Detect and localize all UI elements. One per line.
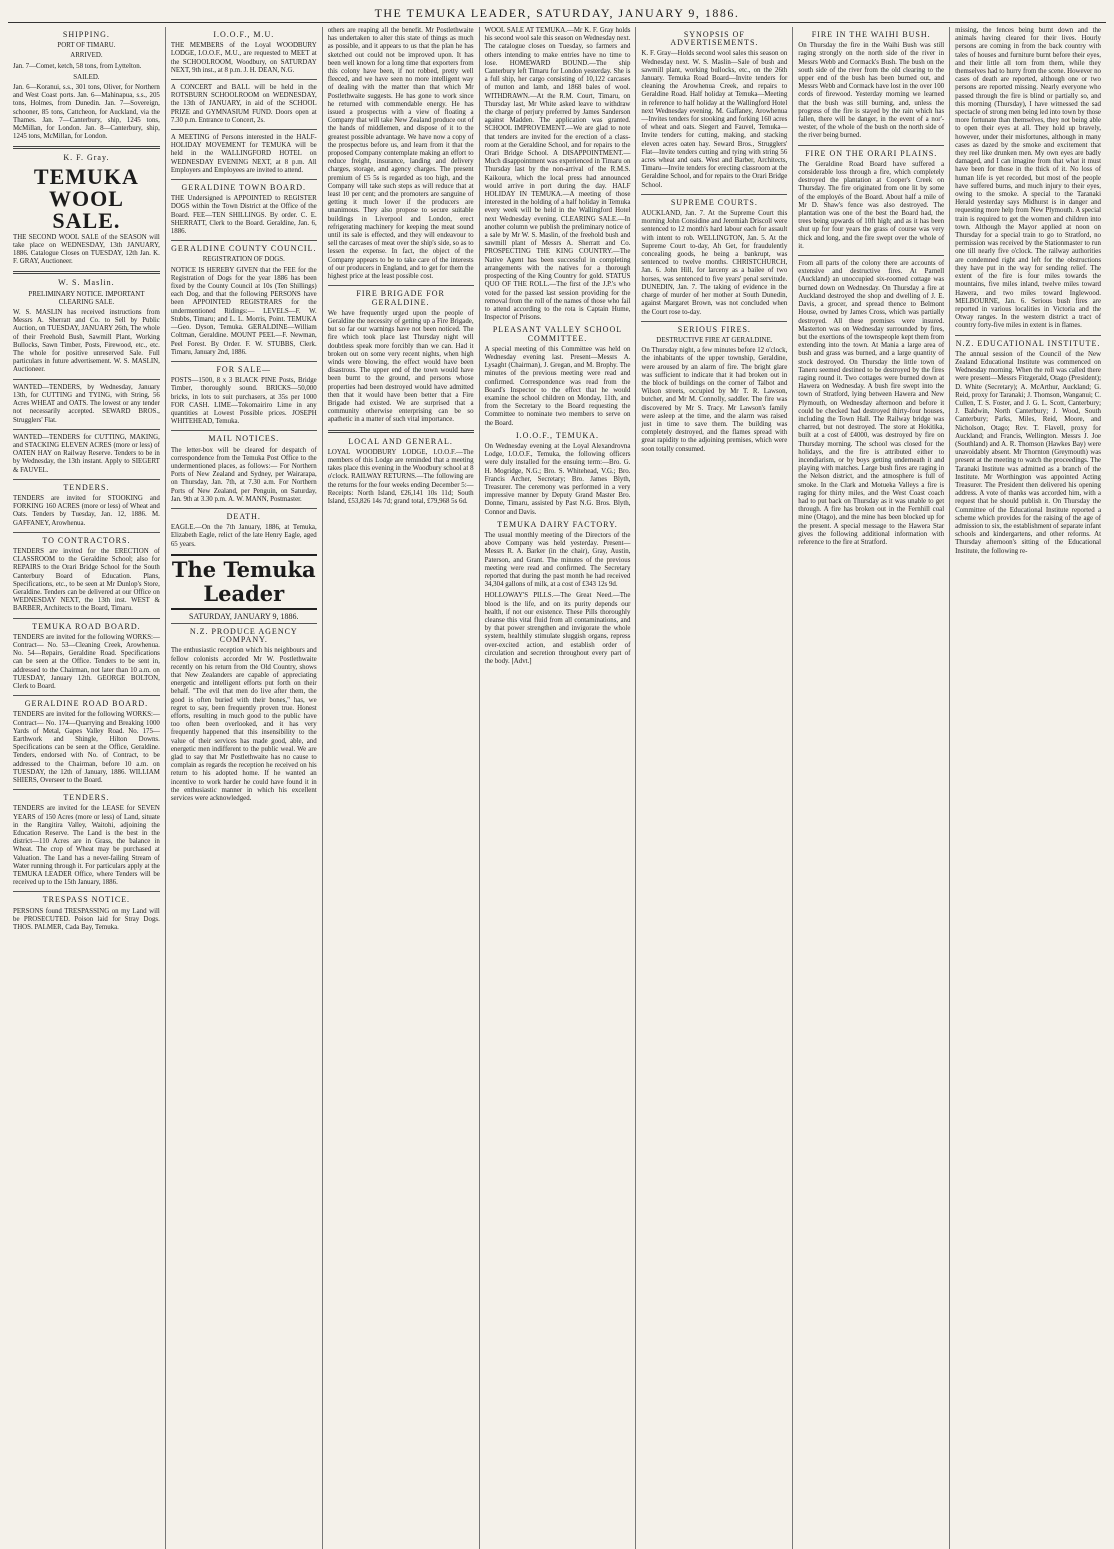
sailed-text: Jan. 6—Koranui, s.s., 301 tons, Oliver, for Northern and West Coast ports. Jan. 6—Mahinapua, s.s., 205 tons, Holmes, from Dunedin. Jan. 7—Sovereign, schooner, 85 tons, Cattcheon, for Auckland, via the Thames. Jan. 7—Canterbury, ship, 1245 tons, McMillan, for London. Jan. 8—Canterbury, ship, 1245 tons, McMillan, for London. <box>13 84 160 141</box>
iof-lodge-text: On Wednesday evening at the Loyal Alexandrovna Lodge, I.O.O.F., Temuka, the following officers were duly installed for the ensuing term:—Bro. G. H. Mogridge, N.G.; Bro. S. Whitehead, V.G.; Bro. Francis Archer, Secretary; Bro. James Blyth, Treasurer. The ceremony was performed in a very impressive manner by Deputy Grand Master Bro. Donne, Timaru, assisted by Past N.G. Bros. Blyth, Connor and Davis. <box>484 442 631 516</box>
wanted-ad-1: WANTED—TENDERS, by Wednesday, January 13th, for CUTTING and TYING, with String, 56 Acres WHEAT and OATS. The lowest or any tender not necessarily accepted. SEWARD BROS., Strugglers' Flat. <box>13 383 160 424</box>
death-heading: DEATH. <box>226 511 261 521</box>
fires-continued: missing, the fences being burnt down and the animals having cleared for their lives. Hourly persons are coming in from the back country with tales of houses and furniture burnt before their eyes, and their little all torn from them, while they themselves had to hurry from the scene. However no cases of death are reported, although one or two persons are reported missing. Nearly everyone who passed through the fire is blind or partially so, and this morning (Thursday), I have witnessed the sad spectacle of strong men being led into town by those more fortunate than themselves, they not being able to open their eyes at all. They hold up bravely, however, under their misfortunes, although in many cases as dazed by the smoke and excitement that they reel like drunken men. My own eyes are badly damaged, and I can imagine from that what it must have been for those in the thick of it. No loss of human life is yet recorded, but most of the people have suffered burns, and much injury to their eyes, owing to the smoke. A special to the Taranaki Herald yesterday says Midhurst is in danger and requesting more help from New Plymouth. A special train is required to get the women and children into town. Although the Mayor applied at noon on Thursday for a special train to go to Stratford, no permission was received by the Stationmaster to run one till nearly five o'clock. The railway authorities are condemned right and left for the obstructions they have put in the way for sending relief. The extent of the fire is four miles towards the mountains, five miles inland, twelve miles toward Hawera, and two miles toward Inglewood. MELBOURNE, Jan. 6. Serious bush fires are reported in various localities in Victoria and the Otway ranges. In the western district a tract of country forty-five miles in extent is in flames. <box>955 27 1101 330</box>
wanted-ad-2: WANTED—TENDERS for CUTTING, MAKING, and STACKING ELEVEN ACRES (more or less) of OATEN HAY on Railway Reserve. Tenders to be in by Wednesday, the 13th instant. Apply to SIEGERT & FAUVEL. <box>13 433 160 474</box>
iof-lodge-heading: I.O.O.F., TEMUKA. <box>515 430 600 440</box>
road-board-text: TENDERS are invited for the following WORKS:— Contract— No. 53—Cleaning Creek, Arowhenua. No. 54—Repairs, Geraldine Road. Specifications can be seen at the Office. Tenders to be sent in, addressed to the Chairman, not later than 10 a.m. on TUESDAY, January 12th. GEORGE BOLTON, Clerk to Board. <box>13 633 160 690</box>
divider <box>13 379 160 380</box>
divider <box>955 335 1101 336</box>
tenders2-heading: TENDERS. <box>63 793 110 803</box>
town-board-text: THE Undersigned is APPOINTED to REGISTER DOGS within the Town District at the Office of the Board. FEE—TEN SHILLINGS. By order. C. E. SHERRATT, Clerk to the Board. Geraldine, Jan. 6, 1886. <box>170 195 317 236</box>
masthead: The Temuka Leader <box>171 554 317 610</box>
port-heading: PORT OF TIMARU. <box>57 42 116 50</box>
divider <box>171 361 317 362</box>
divider <box>13 618 160 619</box>
divider <box>13 479 160 480</box>
serious-fires-sub: DESTRUCTIVE FIRE AT GERALDINE. <box>656 336 773 344</box>
editorial-text: The enthusiastic reception which his neighbours and fellow colonists accorded Mr W. Postlethwaite recently on his return from the Old Country, shows that New Zealanders are capable of appreciating energetic and intelligent efforts put forth on their behalf. "The evil that men do live after them, the good is often buried with their bones," has, we regret to say, been frequently proven true. Honest efforts, resulting in much good to the public have too often been overlooked, and it has very frequently happened that this insensibility to the value of their services has made good, able, and energetic men indifferent to the public weal. We are glad to say that Mr Postlethwaite has no cause to complain as regards the reception he received on his return to his adopted home. If he wanted an incentive to work harder he could have found it in the enthusiastic manner in which his excellent services were acknowledged. <box>170 647 317 803</box>
road-board-heading: TEMUKA ROAD BOARD. <box>32 621 141 631</box>
column-6 <box>792 27 949 1549</box>
fire-brigade-heading: FIRE BRIGADE FOR GERALDINE. <box>356 289 445 307</box>
local-continued: WOOL SALE AT TEMUKA.—Mr K. F. Gray holds his second wool sale this season on Wednesday next. The catalogue closes on Tuesday, so farmers and others intending to make entries have no time to lose. HOMEWARD BOUND.—The ship Canterbury left Timaru for London yesterday. She is a full ship, her cargo consisting of 10,122 carcases of mutton and lamb, and 1868 bales of wool. WITHDRAWN.—At the R.M. Court, Timaru, on Thursday last, Mr White asked leave to withdraw the charge of perjury preferred by James Sanderson against Madden. The application was granted. SCHOOL IMPROVEMENT.—We are glad to note that tenders are invited for the erection of a class-room at the Geraldine School, and for repairs to the Orari Bridge School. A DISAPPOINTMENT.—Much disappointment was experienced in Timaru on Thursday last by the non-arrival of the R.M.S. Kaikoura, which the local press had announced would arrive in port during the day. HALF HOLIDAY IN TEMUKA.—A meeting of those interested in the holding of a half holiday in Temuka every week will be held in the Wallingford Hotel next Wednesday evening. CLEARING SALE.—In another column we publish the preliminary notice of a sale by Mr W. S. Maslin, of the freehold bush and sawmill plant of Messrs A. Sherratt and Co. PROSPECTING THE KING COUNTRY.—The Native Agent has been successful in completing arrangements with the natives for a thorough prospecting of the King Country for gold. STATUS QUO OF THE ROLL.—The first of the J.P.'s who voted for the passed last session providing for the removal from the roll of the names of those who fail to attend according to the rota is Captain Hume, Inspector of Prisons. <box>484 27 631 322</box>
editorial-heading: N.Z. PRODUCE AGENCY COMPANY. <box>189 626 298 645</box>
masthead-date: SATURDAY, JANUARY 9, 1886. <box>171 613 317 624</box>
mail-heading: MAIL NOTICES. <box>208 434 280 444</box>
tenders-heading: TENDERS. <box>63 482 110 492</box>
waihi-heading: FIRE IN THE WAIHI BUSH. <box>811 30 931 39</box>
wool-sale-text: THE SECOND WOOL SALE of the SEASON will take place on WEDNESDAY, 13th JANUARY, 1886. Catalogue Closes on TUESDAY, 12th Jan. K. F. GRAY, Auctioneer. <box>13 233 160 266</box>
divider <box>171 508 317 509</box>
colony-fires-text: From all parts of the colony there are accounts of extensive and destructive fires. At Parnell (Auckland) an unoccupied six-roomed cottage was burned down on Wednesday. On Thursday a fire at Auckland destroyed the shop and dwelling of J. E. Davis, a grocer, and spread thence to Belmont House, owned by James Cross, which was partially destroyed. All these premises were insured. Masterton was on Wednesday surrounded by fires, but the exertions of the townspeople kept them from extending into the town. At Mania a large area of bush and grass was burned, and a large quantity of stock destroyed. On Thursday the little town of Taneru seemed destined to be destroyed by the fires raging round it. Two cottages were burned down at Hawera on Wednesday. A bush fire swept into the town of Stratford, lying between Hawera and New Plymouth, on Wednesday afternoon and before it could be checked had destroyed thirty-four houses, including the Town Hall. The Railway bridge was charred, but not destroyed. The store at Hokitika, built at a cost of £4000, was destroyed by fire on Thursday morning. The school was closed for the holidays, and the fire is attributed either to incendiarism, or by boys getting underneath it and playing with matches. Large bush fires are raging in the Nelson district, and the atmosphere is full of smoke. In the Clark and Motueka Valleys a fire is raging for thirty miles, and the West Coast coach had to put back on Thursday as it was unable to get through. A fire has broken out in the Fernhill coal mine (Otago), and the mine has been blocked up for the present. A special message to the Hawera Star gives the following additional information with reference to the fire at Stratford. <box>798 260 945 546</box>
fire-brigade-text: We have frequently urged upon the people of Geraldine the necessity of getting up a Fire Brigade, but so far our warnings have not been noticed. The fire which took place last Thursday night will doubtless speak more forcibly than we can. Had it broken out on some very recent nights, when high winds were blowing, the effect would have been disastrous. The upper end of the town would have been burnt to the ground, and persons whose properties had been destroyed would have admitted then that it would have been better that a Fire Brigade had existed. We are surprised that a community otherwise enterprising can be so apathetic in a matter of such vital importance. <box>327 309 474 424</box>
educational-heading: N.Z. EDUCATIONAL INSTITUTE. <box>955 338 1101 348</box>
waihi-text: On Thursday the fire in the Waihi Bush was still raging strongly on the north side of the river in Messrs Webb and Cormack's Bush. The bush on the south side of the river from the old clearing to the upper end of the bush has been burned out, and Messrs Webb and Cormack have lost in the over 100 cords of firewood. Yesterday morning we learned that the bush was still burning, and, unless the progress of the fire is stayed by the rain which has fallen, there will be danger, in the event of a nor'-wester, of the whole of the bush on the north side of the river being burned. <box>798 42 945 140</box>
contractors-heading: TO CONTRACTORS. <box>42 535 131 545</box>
columns <box>8 27 1106 1549</box>
divider <box>13 532 160 533</box>
maslin-sub: PRELIMINARY NOTICE. IMPORTANT CLEARING SALE. <box>28 290 145 306</box>
local-text: LOYAL WOODBURY LODGE, I.O.O.F.—The members of this Lodge are reminded that a meeting takes place this evening in the Woodbury school at 8 o'clock. RAILWAY RETURNS.—The following are the returns for the four weeks ending December 5:— Receipts: North Island, £26,141 10s 11d; South Island, £53,826 14s 7d; grand total, £79,968 5s 6d. <box>327 448 474 505</box>
divider <box>171 79 317 80</box>
column-3 <box>322 27 479 1549</box>
divider <box>13 429 160 430</box>
for-sale-heading: FOR SALE— <box>216 364 272 374</box>
divider <box>328 430 474 433</box>
county-heading: GERALDINE COUNTY COUNCIL. <box>171 244 317 254</box>
divider <box>171 240 317 241</box>
advert-text: HOLLOWAY'S PILLS.—The Great Need.—The blood is the life, and on its purity depends our health, if not our existence. These Pills thoroughly cleanse this vital fluid from all contaminations, and by that power strengthen and invigorate the whole system, healthily stimulate sluggish organs, repress over-excited action, and establish order of circulation and secretion throughout every part of the body. [Advt.] <box>484 592 631 666</box>
tenders-text: TENDERS are invited for STOOKING and FORKING 160 ACRES (more or less) of Wheat and Oats. Tenders by Tuesday, Jan. 12, 1886. M. GAFFANEY, Arowhenua. <box>13 494 160 527</box>
column-5 <box>635 27 792 1549</box>
sailed-label: SAILED. <box>73 73 100 81</box>
geraldine-road-text: TENDERS are invited for the following WORKS:— Contract— No. 174—Quarrying and Breaking 1000 Yards of Metal, Gapes Valley Road. No. 175—Earthwork and Shingle, Hilton Downs. Specifications can be seen at the Office, Geraldine. Tenders, endorsed with No. of Contract, to be addressed to the Chairman, before 10 a.m. on TUESDAY, the 12th of January, 1886. WILLIAM SHIERS, Overseer to the Board. <box>13 711 160 785</box>
for-sale-text: POSTS—1500, 8 x 3 BLACK PINE Posts, Bridge Timber, thoroughly sound. BRICKS—50,000 bricks, in lots to suit purchasers, at 35s per 1000 FOR CASH. LIME—Tokomairiro Lime in any quantities at Lowest Possible prices. JOSEPH WHITEHEAD, Temuka. <box>170 377 317 426</box>
tenders2-text: TENDERS are invited for the LEASE for SEVEN YEARS of 150 Acres (more or less) of Land, situate in the Rangitira Valley, Waitohi, adjoining the Education Reserve. The Land is the best in the district—110 Acres are in Grass, the balance in Wheat. The crop of Wheat may be purchased at Valuation. The Land has a never-failing Stream of Water running through it. For particulars apply at the TEMUKA LEADER Office, where Tenders will be received up to the 15th January, 1886. <box>13 805 160 887</box>
school-committee-text: A special meeting of this Committee was held on Wednesday evening last. Present—Messrs A. Lysaght (Chairman), J. Gregan, and M. Brophy. The minutes of the previous meeting were read and confirmed. Correspondence was read from the Board's Inspector to the effect that he would examine the school children on Monday, 11th, and from the Secretary to the Board requesting the Committee to nominate two members to serve on the Board. <box>484 345 631 427</box>
death-text: EAGLE.—On the 7th January, 1886, at Temuka, Elizabeth Eagle, relict of the late Henry Eagle, aged 65 years. <box>170 524 317 548</box>
arrived-text: Jan. 7—Comet, ketch, 58 tons, from Lyttelton. <box>13 62 142 70</box>
divider <box>13 271 160 274</box>
column-2 <box>165 27 322 1549</box>
running-title: THE TEMUKA LEADER, SATURDAY, JANUARY 9, 1886. <box>8 4 1106 23</box>
arrived-label: ARRIVED. <box>70 52 103 60</box>
kf-gray-heading: K. F. Gray. <box>63 153 110 163</box>
divider <box>641 321 787 322</box>
trespass-text: PERSONS found TRESPASSING on my Land will be PROSECUTED. Poison laid for Stray Dogs. THOS. PALMER, Cada Bay, Temuka. <box>13 907 160 932</box>
column-4 <box>479 27 636 1549</box>
iof-text: THE MEMBERS of the Loyal WOODBURY LODGE, I.O.O.F., M.U., are requested to MEET at the SCHOOLROOM, Woodbury, on SATURDAY NEXT, 9th inst., at 8 p.m. J. H. DEAN, N.G. <box>170 42 317 74</box>
trespass-heading: TRESPASS NOTICE. <box>42 895 131 905</box>
shipping-heading: SHIPPING. <box>62 30 110 39</box>
dairy-heading: TEMUKA DAIRY FACTORY. <box>497 519 618 529</box>
divider <box>13 891 160 892</box>
divider <box>171 430 317 431</box>
maslin-text: W. S. MASLIN has received instructions from Messrs A. Sherratt and Co. to Sell by Public Auction, on TUESDAY, JANUARY 26th, The whole of their Freehold Bush, Sawmill Plant, Working Bullocks, Sawn Timber, Posts, Firewood, etc., etc. The whole for positive unreserved Sale. Full particulars in future advertisement. W. S. MASLIN, Auctioneer. <box>13 309 160 374</box>
half-holiday-text: A MEETING of Persons interested in the HALF-HOLIDAY MOVEMENT for TEMUKA will be held in the WALLINGFORD HOTEL on WEDNESDAY EVENING NEXT, at 8 p.m. All Employers and Employees are invited to attend. <box>170 134 317 174</box>
mail-text: The letter-box will be cleared for despatch of correspondence from the Temuka Post Office to the undermentioned places, as follows:— For Northern Ports of New Zealand and Sydney, per Wairarapa, on Thursday, Jan. 7th, at 7.30 a.m. For Northern Ports of New Zealand, per Penguin, on Saturday, Jan. 9th at 3.30 p.m. A. W. MANN, Postmaster. <box>170 446 317 503</box>
dairy-text: The usual monthly meeting of the Directors of the above Company was held yesterday. Present—Messrs R. A. Barker (in the chair), Gray, Austin, Paterson, and Grant. The minutes of the previous meeting were read and confirmed. The Secretary reported that during the past month he had received 34,304 gallons of milk, at a cost of £343 12s 9d. <box>484 531 631 589</box>
divider <box>13 789 160 790</box>
editorial-continued: others are reaping all the benefit. Mr Postlethwaite has undertaken to alter this state of things as much as possible, and it appears to us that the plan he has sketched out could not be improved upon. It has been well known for a long time that exporters from this colony have been, if not robbed, pretty well fleeced, and we have seen no more intelligent way of dealing with the matter than that which Mr Postlethwaite suggests. He has gone to work since he returned with commendable energy. He has issued a prospectus with a view of floating a Company that will take New Zealand produce out of the hands of middlemen, and dispose of it to the greatest possible advantage. We have now a copy of the prospectus before us, and learn from it that the proposed Company contemplate making an effort to reduce freight, insurance, landing and delivery charges, storage, and agency charges. The present premium of £5 5s is regarded as too high, and the Company will take such steps as will reduce that at least 10 per cent; and the promoters are sanguine of getting it much lower if the producers are unanimous. They also propose to secure suitable buildings in Liverpool and London, erect refrigerating machinery for keeping the meat sound until its sale is effected, and they will endeavour to sell the carcases of meat over the ship's side, so as to lessen the expense. In fact, the object of the Company appears to be to take care of the interests of our producers in England, and to get for them the highest price at the least possible cost. <box>327 27 474 281</box>
orari-text: The Geraldine Road Board have suffered a considerable loss through a fire, which completely destroyed the plantation at Cooper's Creek on Thursday. The fire originated from one lit by some of the employés of the Board. About half a mile of Mr D. Shaw's fence was also destroyed. The plantation was one of the best the Board had, the trees being upwards of 10ft high; and as it has been shut up for four years the grass of course was very thick and long, and the fire swept over the whole of it. <box>798 160 945 250</box>
contractors-text: TENDERS are invited for the ERECTION of CLASSROOM to the Geraldine School; also for REPAIRS to the Orari Bridge School for the South Canterbury Board of Education. Plans, Specifications, etc., to be seen at Mr Dunlop's Store, Geraldine. Tenders can be delivered at our Office on WEDNESDAY NEXT, the 13th inst. WEST & BARBER, Architects to the Board, Timaru. <box>13 547 160 613</box>
orari-heading: FIRE ON THE ORARI PLAINS. <box>805 148 938 158</box>
column-1 <box>8 27 165 1549</box>
divider <box>641 194 787 195</box>
serious-fires-heading: SERIOUS FIRES. <box>677 324 751 334</box>
wool-sale-title: TEMUKA WOOL SALE. <box>33 163 139 233</box>
concert-text: A CONCERT and BALL will be held in the ROTSBURN SCHOOLROOM on WEDNESDAY, the 13th of JANUARY, in aid of the SCHOOL PRIZE and GYMNASIUM FUND. Doors open at 7.30 p.m. Entrance to Concert, 2s. <box>170 84 317 124</box>
divider <box>13 695 160 696</box>
town-board-heading: GERALDINE TOWN BOARD. <box>181 183 307 193</box>
school-committee-heading: PLEASANT VALLEY SCHOOL COMMITTEE. <box>492 325 623 343</box>
courts-text: AUCKLAND, Jan. 7. At the Supreme Court this morning John Considine and Jeremiah Driscoll were sentenced to 12 month's hard labour each for assault with intent to rob. WELLINGTON, Jan. 5. At the Supreme Court to-day, Ah Get, for fraudulently concealing goods, he being a bankrupt, was sentenced to twelve months. CHRISTCHURCH, Jan. 6. John Hill, for larceny as a bailee of two horses, was sentenced to five years' penal servitude. DUNEDIN, Jan. 7. The taking of evidence in the charge of murder of her mother at South Dunedin, against Margaret Brown, was not concluded when the Court rose to-day. <box>641 210 788 316</box>
synopsis-text: K. F. Gray—Holds second wool sales this season on Wednesday next. W. S. Maslin—Sale of bush and sawmill plant, working bullocks, etc., on the 26th January. Temuka Road Board—Invite tenders for cleaning the Arowhenua Creek, and repairs to Geraldine Road. Half holiday at Temuka—Meeting in reference to half holiday at the Wallingford Hotel next Wednesday evening. M. Gaffaney, Arowhenua—Invites tenders for stooking and forking 160 acres of wheat and oats. Siegert and Fauvel, Temuka—Invite tenders for cutting, making, and stacking eleven acres oaten hay. Seward Bros., Strugglers' Flat—Invite tenders cutting and tying with string 56 acres wheat and oats. West and Barber, Architects, Timaru—Invite tenders for erecting classroom at the Geraldine School, and for repairs to the Orari Bridge School. <box>641 50 788 189</box>
divider <box>328 285 474 286</box>
divider <box>13 146 160 149</box>
divider <box>171 129 317 130</box>
local-heading: LOCAL AND GENERAL. <box>348 436 453 446</box>
serious-fires-text: On Thursday night, a few minutes before 12 o'clock, the inhabitants of the upper township, Geraldine, were aroused by an alarm of fire. The bright glare was sufficient to indicate that it had broken out in the block of buildings on the corner of Talbot and Wilson streets, occupied by Mr T. R. Lawson, butcher, and Mr M. Connolly, saddler. The fire was discovered by Mr S. Tracy. Mr Lawson's family were asleep at the time, and the alarm was raised just in time to save them. The building was completely destroyed, and the flames spread with great rapidity to the adjoining premises, which were soon totally consumed. <box>641 347 788 453</box>
county-sub: REGISTRATION OF DOGS. <box>202 256 285 264</box>
synopsis-heading: SYNOPSIS OF ADVERTISEMENTS. <box>670 30 759 48</box>
divider <box>171 179 317 180</box>
county-text: NOTICE IS HEREBY GIVEN that the FEE for the Registration of Dogs for the year 1886 has been fixed by the County Council at 10s (Ten Shillings) each Dog, and that the following PERSONS have been APPOINTED REGISTRARS for the undermentioned Ridings:— LEVELS—F. W. Stubbs, Timaru; and L. L. Morris, Point. TEMUKA—Geo. Dyson, Temuka. GERALDINE—William Coltman, Geraldine. MOUNT PEEL—F. Newman, Peel Forest. By Order. F. W. STUBBS, Clerk. Timaru, January 2nd, 1886. <box>170 266 317 356</box>
courts-heading: SUPREME COURTS. <box>670 197 758 207</box>
divider <box>798 255 944 256</box>
educational-text: The annual session of the Council of the New Zealand Educational Institute was commenced on Wednesday morning. When the roll was called there were present—Messrs Fitzgerald, Otago (President); D. White (Secretary); A. McArthur, Auckland; G. Reid, proxy for Taranaki; J. Thomson, Wanganui; C. Cullen, T. S. Foster, and J. G. L. Scott, Canterbury; J. Baldwin, North Canterbury; J. Wood, South Canterbury; Parks, Miles, Reid, Moore, and Nicholson, Otago; Rev. T. Flavell, proxy for Auckland; and Francis, Wellington. Messrs J. Joe (Southland) and A. R. Thomson (Hawkes Bay) were unavoidably absent. Mr Thornton (Greymouth) was present at the meeting to watch the proceedings. The Taranaki Institute was admitted as a branch of the Institute. Mr Worthington was appointed Acting Treasurer. The President then delivered his opening address. A vote of thanks was accorded him, with a request that he should publish it. On Thursday the Committee of the Educational Institute reported a scheme which provides for the raising of the age of admission to six, the establishment of separate infant schools and kindergartens, and other reforms. At Thursday afternoon's sitting of the Educational Institute, the following re- <box>955 350 1101 555</box>
maslin-heading: W. S. Maslin. <box>58 278 115 288</box>
column-7 <box>949 27 1106 1549</box>
divider <box>798 145 944 146</box>
geraldine-road-heading: GERALDINE ROAD BOARD. <box>24 699 149 709</box>
iof-heading: I.O.O.F., M.U. <box>213 30 275 39</box>
